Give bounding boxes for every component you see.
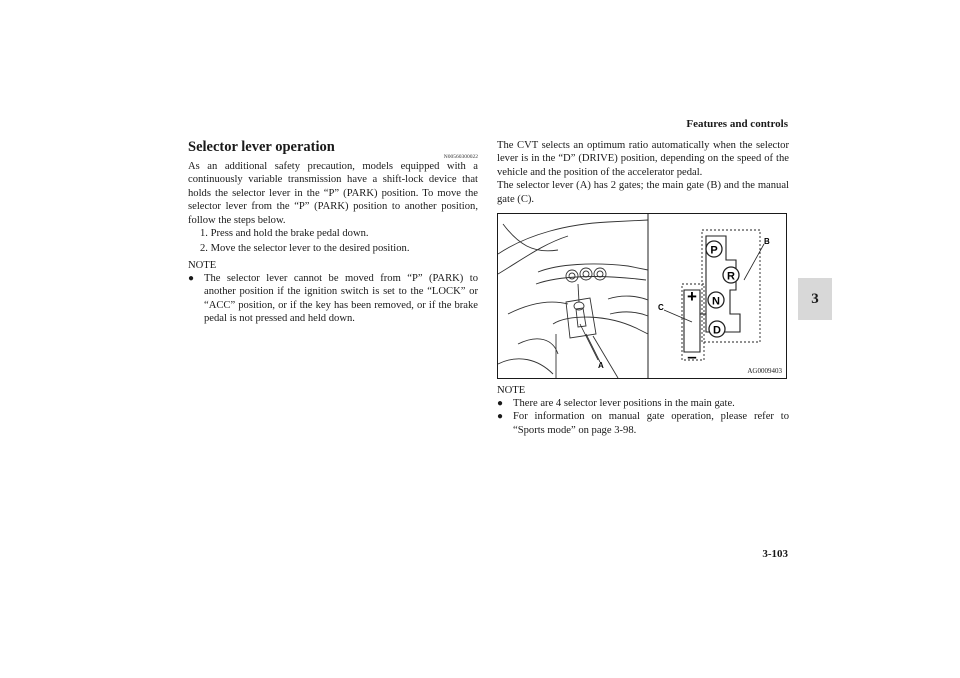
bullet-icon: ● — [497, 411, 504, 423]
cvt-paragraph: The CVT selects an optimum ratio automatically when the selector lever is in the “D” (DRIVE) position, depending on the speed of the vehicle and the position of the accelerator pedal. — [497, 140, 789, 178]
page-header: Features and controls — [686, 118, 788, 130]
page-number: 3-103 — [762, 548, 788, 560]
console-drawing — [498, 220, 648, 378]
label-c: C — [658, 303, 664, 313]
step-item: 2. Move the selector lever to the desired position. — [200, 242, 410, 254]
section-code: N00560300022 — [443, 154, 478, 160]
gear-r: R — [727, 270, 735, 283]
minus-sign: – — [687, 347, 697, 367]
label-a: A — [598, 361, 604, 371]
note-text: For information on manual gate operation, please refer to “Sports mode” on page 3-98. — [513, 411, 789, 436]
right-column — [497, 139, 789, 437]
note-text: The selector lever cannot be moved from “P” (PARK) to another position if the ignition switch is set to the “LOCK” or “ACC” position, or if the key has been removed, or if the brake pedal is not pressed and held down. — [204, 273, 478, 325]
label-b: B — [764, 237, 770, 247]
bullet-icon: ● — [188, 273, 195, 285]
gates-paragraph: The selector lever (A) has 2 gates; the main gate (B) and the manual gate (C). — [497, 180, 789, 205]
note-text: There are 4 selector lever positions in the main gate. — [513, 398, 735, 410]
step-item: 1. Press and hold the brake pedal down. — [200, 228, 369, 240]
note-heading: NOTE — [497, 385, 526, 397]
left-column — [188, 139, 478, 326]
intro-paragraph: As an additional safety precaution, models equipped with a continuously variable transmission have a shift-lock device that holds the selector lever in the “P” (PARK) position. To move the selector lever from the “P” (PARK) position to another position, follow the steps below. — [188, 161, 478, 226]
note-item — [497, 397, 789, 410]
selector-lever-illustration — [498, 214, 786, 378]
gear-d: D — [713, 324, 721, 337]
selector-lever-figure — [497, 213, 787, 379]
note-heading: NOTE — [188, 260, 217, 272]
section-title: Selector lever operation — [188, 139, 335, 155]
gear-p: P — [710, 244, 718, 257]
figure-code: AG0009403 — [747, 367, 782, 376]
chapter-tab: 3 — [798, 278, 832, 320]
plus-sign: + — [687, 287, 697, 307]
note-item — [188, 272, 478, 326]
gear-n: N — [712, 295, 720, 308]
steps-list — [200, 227, 478, 256]
bullet-icon: ● — [497, 398, 504, 410]
note-item — [497, 410, 789, 437]
